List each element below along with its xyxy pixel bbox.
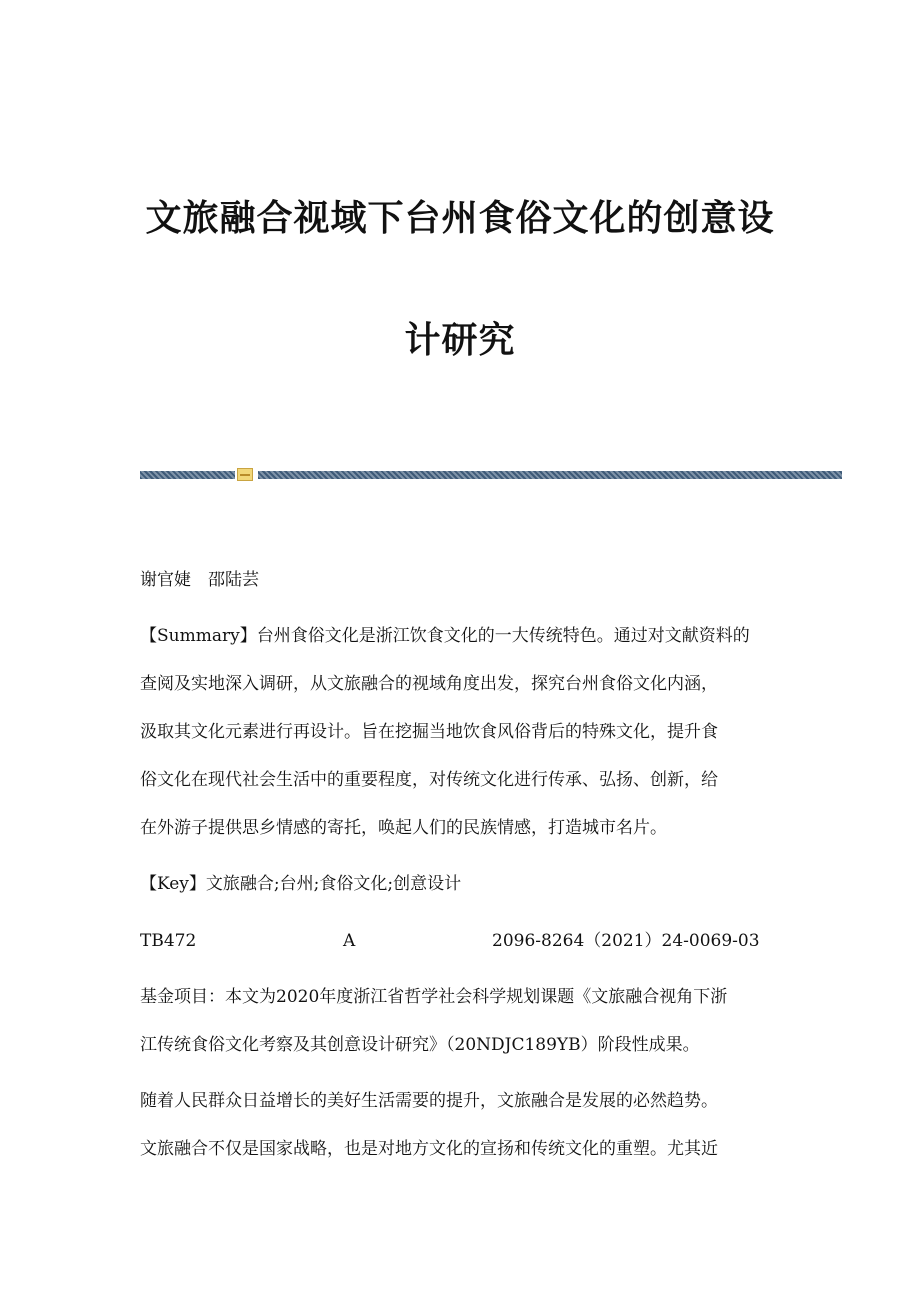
summary-line: 查阅及实地深入调研，从文旅融合的视域角度出发，探究台州食俗文化内涵， <box>140 674 718 694</box>
title-divider <box>140 471 842 479</box>
divider-bar-left <box>140 471 235 479</box>
article-id: 2096-8264（2021）24-0069-03 <box>492 931 760 951</box>
summary-line: 【Summary】台州食俗文化是浙江饮食文化的一大传统特色。通过对文献资料的 <box>140 626 750 646</box>
summary-line: 俗文化在现代社会生活中的重要程度，对传统文化进行传承、弘扬、创新，给 <box>140 770 718 790</box>
clc-number: TB472 <box>140 931 197 951</box>
document-code: A <box>343 931 356 951</box>
article-title-line-1: 文旅融合视域下台州食俗文化的创意设 <box>145 198 775 239</box>
body-line: 随着人民群众日益增长的美好生活需要的提升，文旅融合是发展的必然趋势。 <box>140 1091 718 1111</box>
summary-line: 汲取其文化元素进行再设计。旨在挖掘当地饮食风俗背后的特殊文化，提升食 <box>140 722 718 742</box>
keywords: 【Key】文旅融合;台州;食俗文化;创意设计 <box>140 874 462 894</box>
authors: 谢官婕 邵陆芸 <box>140 570 259 590</box>
divider-bar-right <box>258 471 842 479</box>
summary-line: 在外游子提供思乡情感的寄托，唤起人们的民族情感，打造城市名片。 <box>140 818 667 838</box>
envelope-icon <box>237 468 253 481</box>
fund-line: 江传统食俗文化考察及其创意设计研究》（20NDJC189YB）阶段性成果。 <box>140 1035 700 1055</box>
article-title-line-2: 计研究 <box>404 320 516 361</box>
body-line: 文旅融合不仅是国家战略，也是对地方文化的宣扬和传统文化的重塑。尤其近 <box>140 1139 718 1159</box>
fund-line: 基金项目：本文为2020年度浙江省哲学社会科学规划课题《文旅融合视角下浙 <box>140 987 728 1007</box>
